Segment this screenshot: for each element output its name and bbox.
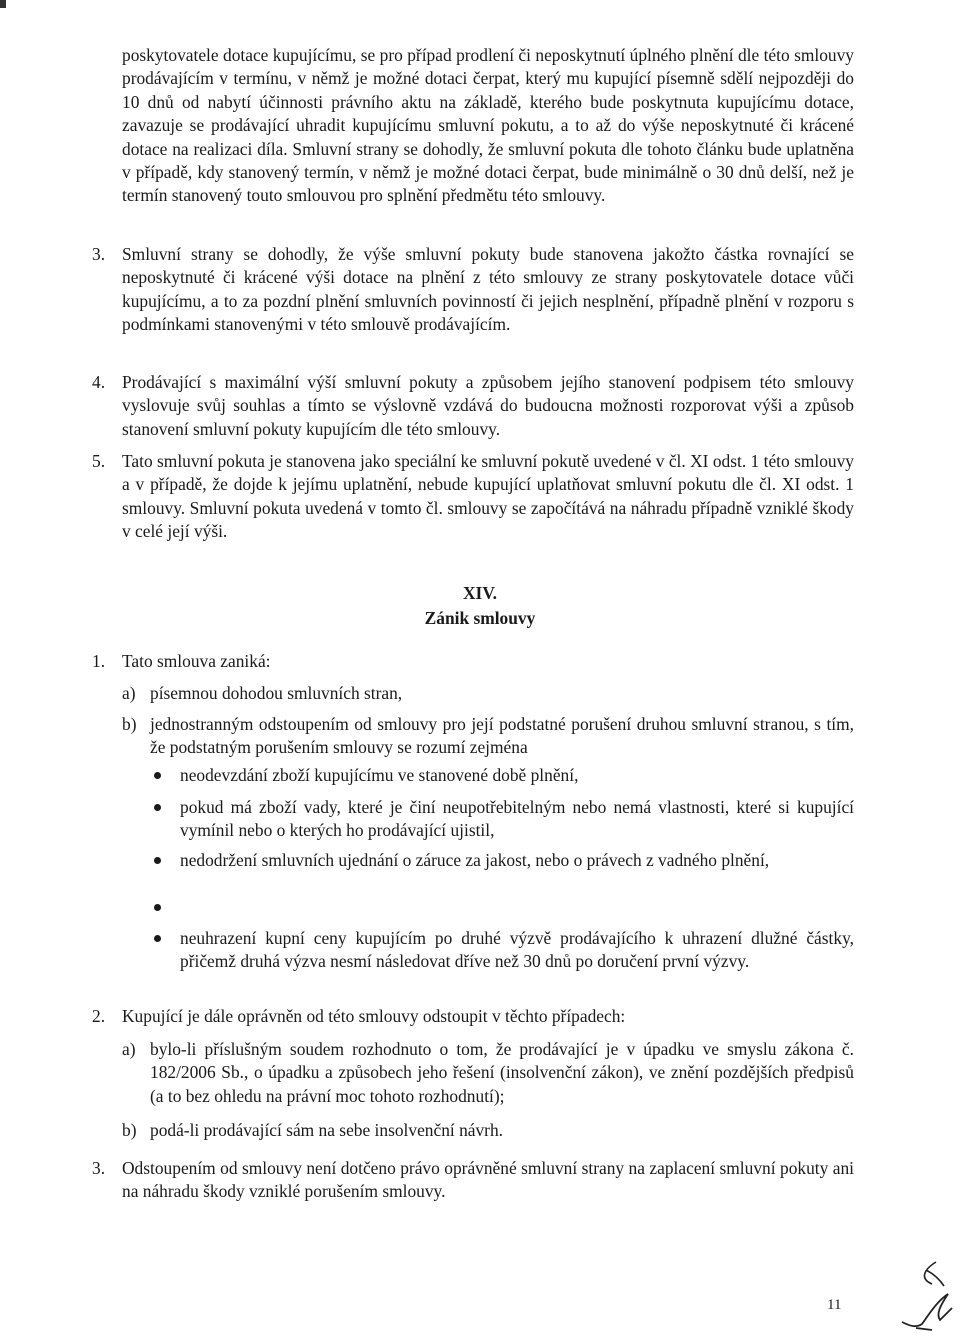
item-5-text: Tato smluvní pokuta je stanovena jako speciální ke smluvní pokutě uvedené v čl. XI odst. 1 této smlouvy a v případě, že dojde k jejímu uplatnění, nebude kupující uplatňovat smluvní pokutu dle čl. XI odst. 1 smlouvy. Smluvní pokuta uvedená v tomto čl. smlouvy se započítává na náhradu případně vzniklé škody v celé její výši. — [122, 451, 854, 542]
sub-a-text: písemnou dohodou smluvních stran, — [150, 683, 403, 703]
bullet-dot — [154, 935, 161, 942]
bullet-item: nedodržení smluvních ujednání o záruce za jakost, nebo o právech z vadného plnění, — [180, 850, 770, 870]
page-number: 11 — [827, 1297, 842, 1313]
sub-label: a) — [122, 1039, 136, 1059]
bullet-item: neodevzdání zboží kupujícímu ve stanovené době plnění, — [180, 765, 579, 785]
intro-paragraph: poskytovatele dotace kupujícímu, se pro případ prodlení či neposkytnutí úplného plnění dle této smlouvy prodávajícím v termínu, v němž je možné dotaci čerpat, který mu kupující písemně sdělí nejpozději do 10 dnů od nabytí účinnosti právního aktu na základě, kterého bude poskytnuta kupujícímu dotace, zavazuje se prodávající uhradit kupujícímu smluvní pokutu, a to až do výše neposkytnuté či krácené dotace na realizaci díla. Smluvní strany se dohodly, že smluvní pokuta dle tohoto článku bude uplatněna v případě, kdy stanovený termín, v němž je možné dotaci čerpat, bude minimálně o 30 dnů delší, než je termín stanovený touto smlouvou pro splnění předmětu této smlouvy. — [122, 45, 854, 206]
bullet-dot — [154, 857, 161, 864]
item-number: 3. — [92, 1158, 106, 1178]
sub-b-text: jednostranným odstoupením od smlouvy pro její podstatné porušení druhou smluvní stranou, s tím, že podstatným porušením smlouvy se rozumí zejména — [150, 714, 854, 758]
scan-corner-mark — [0, 0, 6, 8]
sub-label: a) — [122, 683, 136, 703]
sub-b-text: podá-li prodávající sám na sebe insolvenční návrh. — [150, 1120, 504, 1140]
item-number: 5. — [92, 451, 106, 471]
sub-a-text: bylo-li příslušným soudem rozhodnuto o tom, že prodávající je v úpadku ve smyslu zákona č. 182/2006 Sb., o úpadku a způsobech jeho řešení (insolvenční zákon), ve znění pozdějších předpisů (a to bez ohledu na právní moc tohoto rozhodnutí); — [150, 1039, 854, 1106]
bullet-item: pokud má zboží vady, které je činí neupotřebitelným nebo nemá vlastnosti, které si kupující vymínil nebo o kterých ho prodávající ujistil, — [180, 797, 854, 841]
sub-label: b) — [122, 714, 137, 734]
item-number: 3. — [92, 244, 106, 264]
handwritten-initials-icon — [896, 1258, 956, 1333]
bullet-item: neuhrazení kupní ceny kupujícím po druhé výzvě prodávajícího k uhrazení dlužné částky, přičemž druhá výzva nesmí následovat dříve než 30 dnů po doručení první výzvy. — [180, 928, 854, 972]
item-1-text: Tato smlouva zaniká: — [122, 651, 271, 671]
item-number: 2. — [92, 1006, 106, 1026]
item-number: 4. — [92, 372, 106, 392]
item-2-text: Kupující je dále oprávněn od této smlouvy odstoupit v těchto případech: — [122, 1006, 626, 1026]
sub-label: b) — [122, 1120, 137, 1140]
bullet-dot — [154, 804, 161, 811]
item-3-end-text: Odstoupením od smlouvy není dotčeno právo oprávněné smluvní strany na zaplacení smluvní pokuty ani na náhradu škody vzniklé porušením smlouvy. — [122, 1158, 854, 1202]
section-title: Zánik smlouvy — [424, 608, 536, 628]
section-number: XIV. — [463, 583, 497, 603]
item-3-text: Smluvní strany se dohodly, že výše smluvní pokuty bude stanovena jakožto částka rovnající se neposkytnuté či krácené výši dotace na plnění z této smlouvy ze strany poskytovatele dotace vůči kupujícímu, a to za pozdní plnění smluvních povinností či jejich nesplnění, případně plnění v rozporu s podmínkami stanovenými v této smlouvě prodávajícím. — [122, 244, 854, 335]
bullet-dot-empty — [154, 904, 161, 911]
item-4-text: Prodávající s maximální výší smluvní pokuty a způsobem jejího stanovení podpisem této smlouvy vyslovuje svůj souhlas a tímto se výslovně vzdává do budoucna možnosti rozporovat výši a způsob stanovení smluvní pokuty kupujícím dle této smlouvy. — [122, 372, 854, 439]
item-number: 1. — [92, 651, 106, 671]
bullet-dot — [154, 772, 161, 779]
